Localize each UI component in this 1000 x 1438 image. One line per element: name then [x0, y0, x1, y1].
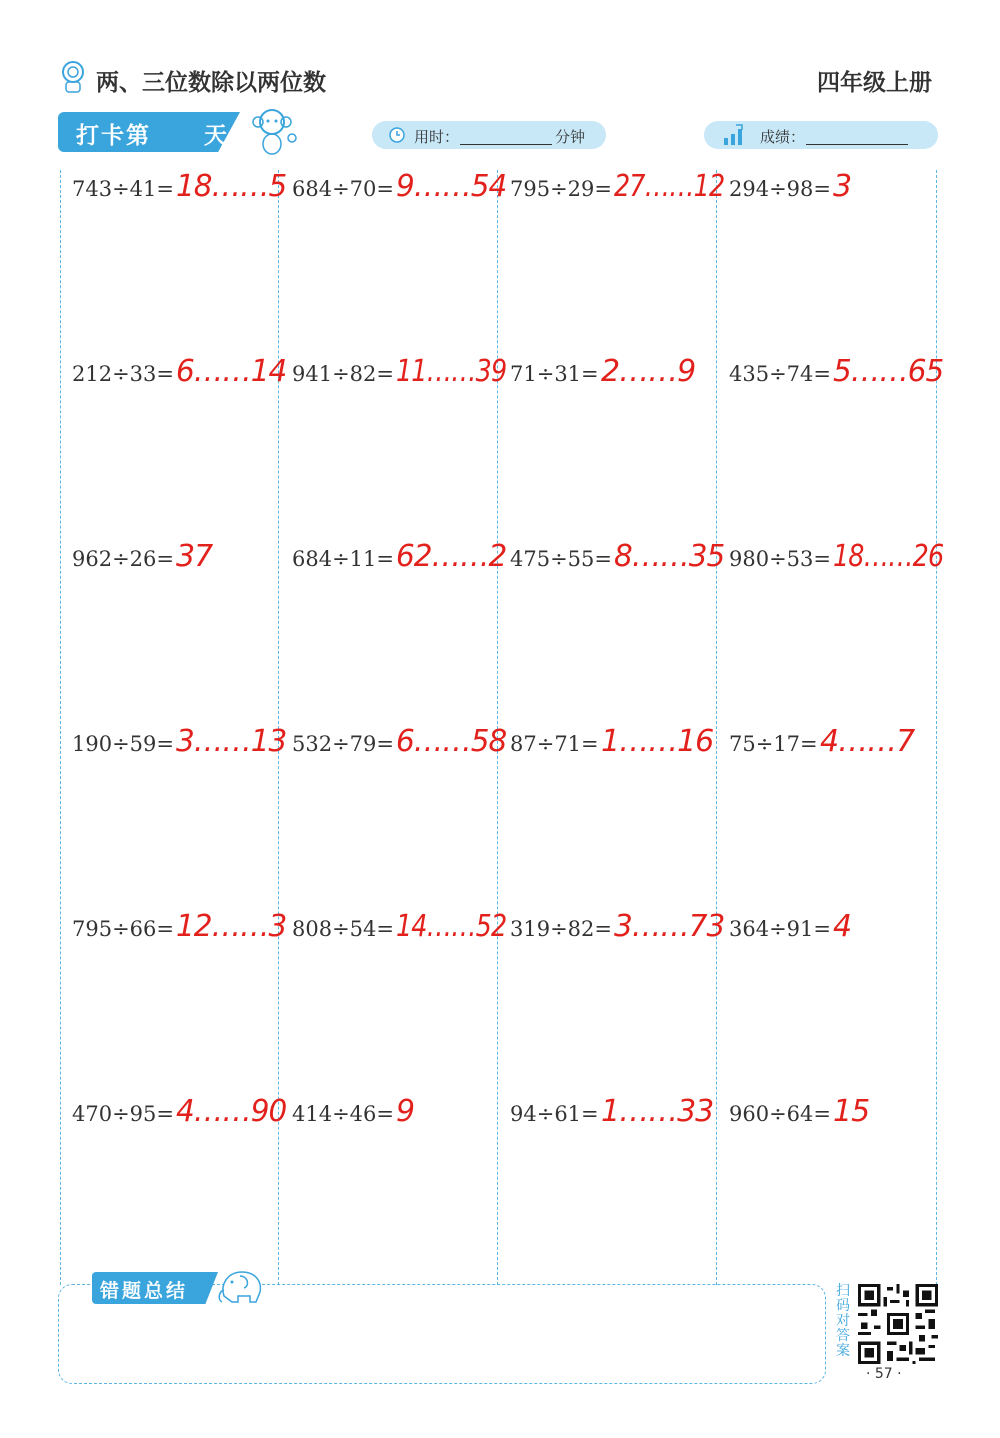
score-input-line[interactable]: [806, 144, 908, 145]
problem-expression: 808÷54=: [292, 917, 394, 941]
clock-icon: [388, 126, 406, 144]
handwritten-answer: 2……9: [601, 354, 696, 389]
handwritten-answer: 3: [833, 169, 852, 204]
monkey-mascot-icon: [248, 104, 302, 158]
lion-mascot-icon: [60, 60, 86, 94]
handwritten-answer: 6……58: [396, 724, 507, 759]
handwritten-answer: 4……90: [176, 1094, 287, 1129]
handwritten-answer: 5……65: [833, 354, 944, 389]
problem-expression: 684÷11=: [292, 547, 394, 571]
handwritten-answer: 14……52: [396, 909, 507, 944]
handwritten-answer: 15: [833, 1094, 870, 1129]
checkin-day-suffix: 天: [204, 123, 227, 149]
score-label: 成绩：: [760, 128, 806, 146]
problem-expression: 962÷26=: [72, 547, 174, 571]
time-input-line[interactable]: [460, 144, 552, 145]
problem-expression: 294÷98=: [729, 177, 831, 201]
scan-qr-caption: 扫码对答案: [836, 1283, 850, 1359]
problem-expression: 960÷64=: [729, 1102, 831, 1126]
handwritten-answer: 37: [176, 539, 213, 574]
checkin-label: 打卡第: [76, 123, 151, 149]
handwritten-answer: 8……35: [614, 539, 725, 574]
handwritten-answer: 6……14: [176, 354, 287, 389]
handwritten-answer: 9……54: [396, 169, 507, 204]
handwritten-answer: 3……73: [614, 909, 725, 944]
problem-expression: 684÷70=: [292, 177, 394, 201]
time-label: 用时：: [414, 128, 460, 146]
problem-expression: 212÷33=: [72, 362, 174, 386]
chapter-title: 两、三位数除以两位数: [96, 70, 326, 96]
column-divider: [716, 170, 717, 1285]
problem-expression: 75÷17=: [729, 732, 818, 756]
handwritten-answer: 11……39: [396, 354, 507, 389]
problem-expression: 71÷31=: [510, 362, 599, 386]
problem-expression: 941÷82=: [292, 362, 394, 386]
handwritten-answer: 62……2: [396, 539, 507, 574]
problem-expression: 980÷53=: [729, 547, 831, 571]
handwritten-answer: 12……3: [176, 909, 287, 944]
problem-expression: 435÷74=: [729, 362, 831, 386]
handwritten-answer: 4: [833, 909, 852, 944]
handwritten-answer: 3……13: [176, 724, 287, 759]
bar-chart-icon: [722, 124, 746, 146]
elephant-mascot-icon: [216, 1266, 268, 1306]
problem-expression: 87÷71=: [510, 732, 599, 756]
handwritten-answer: 1……33: [601, 1094, 714, 1129]
problem-expression: 475÷55=: [510, 547, 612, 571]
handwritten-answer: 4……7: [820, 724, 915, 759]
problem-expression: 94÷61=: [510, 1102, 599, 1126]
problem-expression: 190÷59=: [72, 732, 174, 756]
handwritten-answer: 9: [396, 1094, 415, 1129]
grade-label: 四年级上册: [817, 70, 932, 96]
summary-label: 错题总结: [100, 1280, 189, 1302]
column-border: [60, 170, 61, 1285]
handwritten-answer: 27……12: [614, 169, 725, 204]
handwritten-answer: 1……16: [601, 724, 714, 759]
problem-expression: 743÷41=: [72, 177, 174, 201]
problem-expression: 795÷29=: [510, 177, 612, 201]
problem-expression: 319÷82=: [510, 917, 612, 941]
column-border: [936, 170, 937, 1285]
problem-expression: 795÷66=: [72, 917, 174, 941]
page-number: · 57 ·: [866, 1366, 902, 1382]
problem-expression: 364÷91=: [729, 917, 831, 941]
qr-code-icon[interactable]: [858, 1284, 938, 1364]
problem-expression: 532÷79=: [292, 732, 394, 756]
time-unit: 分钟: [555, 128, 586, 146]
problem-expression: 470÷95=: [72, 1102, 174, 1126]
handwritten-answer: 18……26: [833, 539, 944, 574]
problem-expression: 414÷46=: [292, 1102, 394, 1126]
handwritten-answer: 18……5: [176, 169, 287, 204]
